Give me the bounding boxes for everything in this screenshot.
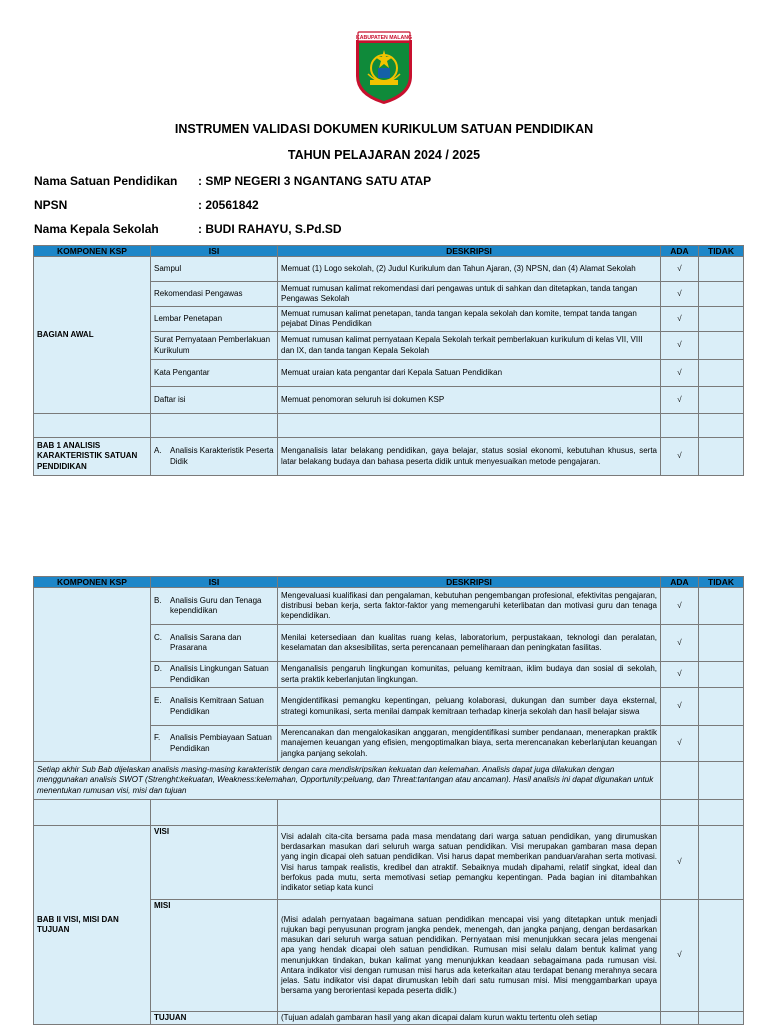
header-isi: ISI bbox=[151, 246, 278, 257]
isi-text: Analisis Pembiayaan Satuan Pendidikan bbox=[170, 733, 272, 753]
info-label: Nama Satuan Pendidikan bbox=[34, 174, 178, 188]
ada-check[interactable]: √ bbox=[661, 332, 699, 360]
component-bab2: BAB II VISI, MISI DAN TUJUAN bbox=[34, 826, 151, 1025]
info-principal bbox=[34, 222, 342, 236]
desc-cell: Mengidentifikasi pemangku kepentingan, peluang kolaborasi, dukungan dan sumber daya eksternal, strategi komunikasi, serta menilai dampak kemitraan terhadap kinerja sekolah dan hasil belajar siswa bbox=[278, 688, 661, 726]
ada-check[interactable]: √ bbox=[661, 625, 699, 662]
table-row bbox=[34, 826, 744, 900]
desc-cell: (Tujuan adalah gambaran hasil yang akan dicapai dalam kurun waktu tertentu oleh setiap bbox=[278, 1012, 661, 1025]
document-subtitle: TAHUN PELAJARAN 2024 / 2025 bbox=[287, 148, 481, 162]
ada-check[interactable]: √ bbox=[661, 387, 699, 414]
note-row bbox=[34, 762, 744, 800]
ada-cell[interactable] bbox=[661, 1012, 699, 1025]
isi-cell: Sampul bbox=[151, 257, 278, 282]
tidak-cell[interactable] bbox=[699, 588, 744, 625]
ada-check[interactable]: √ bbox=[661, 282, 699, 307]
desc-cell: Memuat uraian kata pengantar dari Kepala Satuan Pendidikan bbox=[278, 360, 661, 387]
ada-check[interactable]: √ bbox=[661, 588, 699, 625]
isi-cell: TUJUAN bbox=[151, 1012, 278, 1025]
desc-cell: Memuat rumusan kalimat pernyataan Kepala Sekolah terkait pemberlakuan kurikulum di kelas VII, VIII dan IX, dan tanda tangan Kepala Sekolah bbox=[278, 332, 661, 360]
header-ada: ADA bbox=[661, 577, 699, 588]
desc-cell: Merencanakan dan mengalokasikan anggaran, mengidentifikasi sumber pendanaan, menerapkan praktik manajemen keuangan yang efisien, mengoptimalkan biaya, serta merencanakan keberlanjutan keuangan jangka panjang sekolah. bbox=[278, 726, 661, 762]
info-npsn bbox=[34, 198, 259, 212]
table-row bbox=[34, 438, 744, 476]
ada-check[interactable]: √ bbox=[661, 257, 699, 282]
ada-check[interactable]: √ bbox=[661, 360, 699, 387]
ada-check[interactable]: √ bbox=[661, 826, 699, 900]
tidak-cell[interactable] bbox=[699, 282, 744, 307]
spacer-row bbox=[34, 800, 744, 826]
tidak-cell[interactable] bbox=[699, 688, 744, 726]
info-label: Nama Kepala Sekolah bbox=[34, 222, 159, 236]
item-letter: D. bbox=[154, 664, 162, 674]
desc-cell: Memuat rumusan kalimat penetapan, tanda tangan kepala sekolah dan komite, tempat tanda tangan pejabat Dinas Pendidikan bbox=[278, 307, 661, 332]
isi-cell bbox=[151, 438, 278, 476]
info-value: : SMP NEGERI 3 NGANTANG SATU ATAP bbox=[198, 174, 432, 188]
item-letter: A. bbox=[154, 446, 162, 456]
ada-check[interactable]: √ bbox=[661, 662, 699, 688]
item-letter: B. bbox=[154, 595, 162, 605]
info-value: : 20561842 bbox=[198, 198, 259, 212]
isi-cell: Kata Pengantar bbox=[151, 360, 278, 387]
desc-cell: Mengevaluasi kualifikasi dan pengalaman, kebutuhan pengembangan profesional, efektivitas pengajaran, distribusi beban kerja, serta faktor-faktor yang memengaruhi keterlibatan dan motivasi guru dan tenaga kependidikan. bbox=[278, 588, 661, 625]
tidak-cell[interactable] bbox=[699, 438, 744, 476]
header-komponen: KOMPONEN KSP bbox=[34, 246, 151, 257]
ada-check[interactable]: √ bbox=[661, 900, 699, 1012]
isi-text: Analisis Sarana dan Prasarana bbox=[170, 632, 242, 652]
desc-cell: Visi adalah cita-cita bersama pada masa mendatang dari warga satuan pendidikan, yang dirumuskan berdasarkan masukan dari seluruh warga satuan pendidikan. Visi merupakan gambaran masa depan yang ingin dicapai oleh satuan pendidikan. Visi harus dapat memberikan panduan/arahan serta motivasi. Visi harus tampak realistis, kredibel dan atraktif. Sebaiknya mudah dipahami, relatif singkat, ideal dan berfokus pada mutu, serta memotivasi setiap pemangku kepentingan. Pada bagian ini ditambahkan indikator setiap kata kunci bbox=[278, 826, 661, 900]
spacer-row bbox=[34, 414, 744, 438]
isi-cell bbox=[151, 625, 278, 662]
tidak-cell[interactable] bbox=[699, 387, 744, 414]
header-isi: ISI bbox=[151, 577, 278, 588]
validation-table-2 bbox=[33, 576, 744, 1025]
tidak-cell[interactable] bbox=[699, 625, 744, 662]
analysis-note: Setiap akhir Sub Bab dijelaskan analisis masing-masing karakteristik dengan cara mendiskripsikan kekuatan dan kelemahan. Analisis dapat juga dilakukan dengan menggunakan analisis SWOT (Strenght:kekuatan, Weakness:kelemahan, Opportunity:peluang, dan Threat:tantangan atau ancaman). Hasil analisis ini dapat digunakan untuk menentukan rumusan visi, misi dan tujuan bbox=[34, 762, 661, 800]
isi-cell: Lembar Penetapan bbox=[151, 307, 278, 332]
validation-table-1 bbox=[33, 245, 744, 476]
tidak-cell[interactable] bbox=[699, 900, 744, 1012]
desc-cell: Memuat rumusan kalimat rekomendasi dari pengawas untuk di sahkan dan ditetapkan, tanda tangan Pengawas Sekolah bbox=[278, 282, 661, 307]
isi-cell bbox=[151, 662, 278, 688]
desc-cell: Menganalisis pengaruh lingkungan komunitas, peluang kemitraan, iklim budaya dan sosial di sekolah, serta praktik keberlanjutan lingkungan. bbox=[278, 662, 661, 688]
kabupaten-malang-logo bbox=[352, 30, 416, 106]
table-row bbox=[34, 588, 744, 625]
header-tidak: TIDAK bbox=[699, 246, 744, 257]
tidak-cell[interactable] bbox=[699, 662, 744, 688]
isi-cell: VISI bbox=[151, 826, 278, 900]
header-ada: ADA bbox=[661, 246, 699, 257]
document-title: INSTRUMEN VALIDASI DOKUMEN KURIKULUM SATUAN PENDIDIKAN bbox=[174, 122, 594, 136]
isi-cell: Rekomendasi Pengawas bbox=[151, 282, 278, 307]
desc-cell: Memuat penomoran seluruh isi dokumen KSP bbox=[278, 387, 661, 414]
desc-cell: Memuat (1) Logo sekolah, (2) Judul Kurikulum dan Tahun Ajaran, (3) NPSN, dan (4) Alamat Sekolah bbox=[278, 257, 661, 282]
tidak-cell[interactable] bbox=[699, 332, 744, 360]
isi-text: Analisis Guru dan Tenaga kependidikan bbox=[170, 595, 262, 615]
isi-cell bbox=[151, 688, 278, 726]
tidak-cell[interactable] bbox=[699, 1012, 744, 1025]
header-tidak: TIDAK bbox=[699, 577, 744, 588]
item-letter: E. bbox=[154, 696, 162, 706]
isi-cell: Daftar isi bbox=[151, 387, 278, 414]
ada-check[interactable]: √ bbox=[661, 688, 699, 726]
info-value: : BUDI RAHAYU, S.Pd.SD bbox=[198, 222, 342, 236]
isi-text: Analisis Kemitraan Satuan Pendidikan bbox=[170, 696, 264, 716]
header-deskripsi: DESKRIPSI bbox=[278, 577, 661, 588]
isi-text: Analisis Lingkungan Satuan Pendidikan bbox=[170, 664, 269, 684]
ada-check[interactable]: √ bbox=[661, 726, 699, 762]
item-letter: F. bbox=[154, 733, 161, 743]
info-school-name bbox=[34, 174, 431, 188]
logo-label: KABUPATEN MALANG bbox=[356, 35, 412, 41]
tidak-cell[interactable] bbox=[699, 257, 744, 282]
isi-cell bbox=[151, 726, 278, 762]
desc-cell: Menganalisis latar belakang pendidikan, gaya belajar, status sosial ekonomi, kebutuhan khusus, serta latar belakang budaya dan bahasa peserta didik untuk menyesuaikan metode pengajaran. bbox=[278, 438, 661, 476]
component-bagian-awal: BAGIAN AWAL bbox=[34, 257, 151, 414]
table-row bbox=[34, 257, 744, 282]
header-deskripsi: DESKRIPSI bbox=[278, 246, 661, 257]
table-header-row bbox=[34, 246, 744, 257]
ada-check[interactable]: √ bbox=[661, 307, 699, 332]
header-komponen: KOMPONEN KSP bbox=[34, 577, 151, 588]
desc-cell: Menilai ketersediaan dan kualitas ruang kelas, laboratorium, perpustakaan, teknologi dan peralatan, keselamatan dan aksesibilitas, serta perencanaan pemeliharaan dan peningkatan fasilitas. bbox=[278, 625, 661, 662]
tidak-cell[interactable] bbox=[699, 307, 744, 332]
table-header-row bbox=[34, 577, 744, 588]
isi-cell bbox=[151, 588, 278, 625]
ada-check[interactable]: √ bbox=[661, 438, 699, 476]
info-label: NPSN bbox=[34, 198, 68, 212]
component-continuation bbox=[34, 588, 151, 762]
isi-cell: MISI bbox=[151, 900, 278, 1012]
tidak-cell[interactable] bbox=[699, 826, 744, 900]
isi-cell: Surat Pernyataan Pemberlakuan Kurikulum bbox=[151, 332, 278, 360]
tidak-cell[interactable] bbox=[699, 360, 744, 387]
component-bab1: BAB 1 ANALISIS KARAKTERISTIK SATUAN PENDIDIKAN bbox=[34, 438, 151, 476]
item-letter: C. bbox=[154, 632, 162, 642]
isi-text: Analisis Karakteristik Peserta Didik bbox=[170, 446, 274, 466]
desc-cell: (Misi adalah pernyataan bagaimana satuan pendidikan mencapai visi yang ditetapkan untuk menjadi rujukan bagi penyusunan program jangka pendek, menengah, dan jangka panjang, dengan berdasarkan masukan dari seluruh warga satuan pendidikan. Pernyataan misi menunjukkan secara jelas mengenai apa yang hendak dicapai oleh satuan pendidikan. Rumusan misi selalu dalam bentuk kalimat yang menunjukkan tindakan, bukan kalimat yang menunjukkan keadaan sebagaimana pada rumusan visi. Antara indikator visi dengan rumusan misi harus ada keterkaitan atau terdapat benang merahnya secara jelas. Satu indikator visi dapat dirumuskan lebih dari satu rumusan misi. Misi menggambarkan upaya bersama yang berorientasi kepada peserta didik.) bbox=[278, 900, 661, 1012]
tidak-cell[interactable] bbox=[699, 726, 744, 762]
